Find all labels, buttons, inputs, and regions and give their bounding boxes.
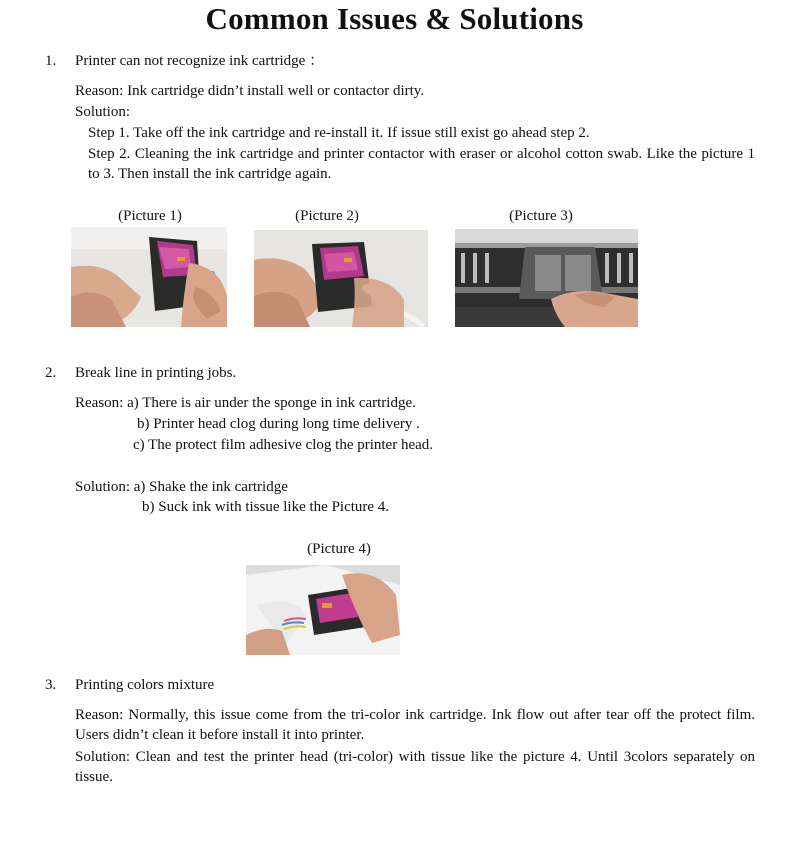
- issue-3-solution: Solution: Clean and test the printer head (tri-color) with tissue like the picture 4. Until 3colors separately on tissue.: [75, 749, 755, 785]
- issue-1-step-1: Step 1. Take off the ink cartridge and re-install it. If issue still exist go ahead step 2.: [88, 125, 590, 141]
- issue-1-step-2: Step 2. Cleaning the ink cartridge and printer contactor with eraser or alcohol cotton swab. Like the picture 1 to 3. Then install the ink cartridge again.: [88, 146, 755, 182]
- page-title: Common Issues & Solutions: [205, 1, 584, 36]
- issue-2-solution-b: b) Suck ink with tissue like the Picture 4.: [142, 499, 390, 515]
- issue-1-heading: Printer can not recognize ink cartridge ：: [75, 53, 325, 69]
- issue-3-heading: Printing colors mixture: [75, 677, 215, 693]
- issue-2-reason-a: Reason: a) There is air under the sponge in ink cartridge.: [75, 395, 416, 411]
- issue-3-reason: Reason: Normally, this issue come from the tri-color ink cartridge. Ink flow out after tear off the protect film. Users didn’t clean it before install it into printer.: [75, 707, 755, 743]
- picture-4-caption: (Picture 4): [307, 541, 371, 557]
- issue-2-number: 2.: [45, 365, 57, 381]
- picture-4-image: [246, 565, 400, 655]
- picture-2-caption: (Picture 2): [295, 208, 359, 224]
- issue-2-reason-b: b) Printer head clog during long time delivery .: [137, 416, 420, 432]
- picture-3-image: [455, 229, 638, 327]
- issue-3-number: 3.: [45, 677, 57, 693]
- issue-2-reason-c: c) The protect film adhesive clog the printer head.: [133, 437, 434, 453]
- issue-1-solution-label: Solution:: [75, 104, 131, 120]
- picture-1-caption: (Picture 1): [118, 208, 182, 224]
- issue-2-solution-a: Solution: a) Shake the ink cartridge: [75, 479, 288, 495]
- issue-1-reason: Reason: Ink cartridge didn’t install well or contactor dirty.: [75, 83, 425, 99]
- picture-3-caption: (Picture 3): [509, 208, 573, 224]
- picture-2-image: [254, 230, 428, 327]
- issue-2-heading: Break line in printing jobs.: [75, 365, 237, 381]
- issue-1-number: 1.: [45, 53, 57, 69]
- picture-1-image: [71, 227, 227, 327]
